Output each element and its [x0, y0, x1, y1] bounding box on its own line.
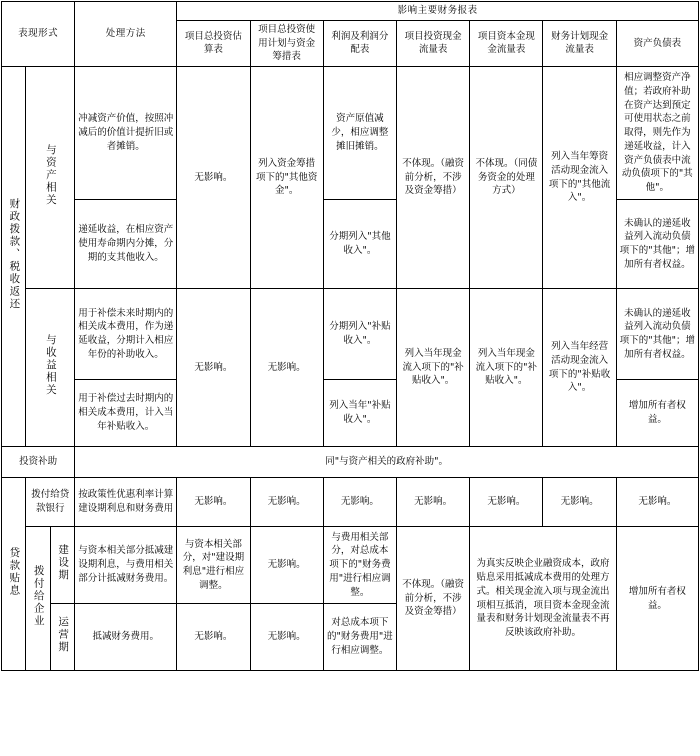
row-label-fiscal-grant: 财政拨款、税收返还 [2, 67, 26, 447]
table-row [2, 67, 699, 200]
cell-r4-c7: 无影响。 [616, 478, 698, 527]
cell-r2-c1: 无影响。 [177, 289, 250, 447]
cell-method-r5-1: 与资本相关部分抵减建设期利息，与费用相关部分计抵减财务费用。 [75, 527, 177, 604]
cell-method-r5-2: 抵减财务费用。 [75, 604, 177, 671]
row-label-construction-period: 建设期 [50, 527, 74, 604]
cell-r2-c4: 列入当年现金流入项下的"补贴收入"。 [397, 289, 470, 447]
cell-method-r1-1: 冲减资产价值，按照冲减后的价值计提折旧或者摊销。 [75, 67, 177, 200]
row-label-income-related: 与收益相关 [26, 289, 75, 447]
row-label-asset-related: 与资产相关 [26, 67, 75, 289]
cell-r2-c3b: 列入当年"补贴收入"。 [323, 380, 396, 447]
cell-method-r2-2: 用于补偿过去时期内的相关成本费用，计入当年补贴收入。 [75, 380, 177, 447]
row-label-loan-interest-subsidy: 贷款贴息 [2, 478, 26, 671]
cell-r1-c1: 无影响。 [177, 67, 250, 289]
cell-r4-c3: 无影响。 [323, 478, 396, 527]
cell-r5-c2b: 无影响。 [250, 604, 323, 671]
cell-r2-c5: 列入当年现金流入项下的"补贴收入"。 [470, 289, 543, 447]
cell-r1-c3b: 分期列入"其他收入"。 [323, 200, 396, 289]
row-label-investment-subsidy: 投资补助 [2, 447, 75, 478]
cell-r5-c1b: 无影响。 [177, 604, 250, 671]
cell-r1-c3a: 资产原值减少，相应调整摊旧摊销。 [323, 67, 396, 200]
row-label-operation-period: 运营期 [50, 604, 74, 671]
header-sub-5: 财务计划现金流量表 [543, 20, 616, 66]
cell-method-r2-1: 用于补偿未来时期内的相关成本费用，作为递延收益，分期计入相应年份的补助收入。 [75, 289, 177, 380]
header-form: 表现形式 [2, 2, 75, 67]
cell-r1-c6: 列入当年筹资活动现金流入项下的"其他流入"。 [543, 67, 616, 289]
cell-r5-c4: 不体现。（融资前分析，不涉及资金筹措） [397, 527, 470, 671]
cell-r2-c7b: 增加所有者权益。 [616, 380, 698, 447]
header-group-impact: 影响主要财务报表 [177, 2, 699, 21]
cell-r3-merged: 同"与资产相关的政府补助"。 [75, 447, 699, 478]
header-sub-4: 项目资本金现金流量表 [470, 20, 543, 66]
cell-r5-c7: 增加所有者权益。 [616, 527, 698, 671]
cell-r1-c7b: 未确认的递延收益列入流动负债项下的"其他"；增加所有者权益。 [616, 200, 698, 289]
cell-r5-c2a: 无影响。 [250, 527, 323, 604]
row-label-pay-to-bank: 拨付给贷款银行 [26, 478, 75, 527]
header-sub-1: 项目总投资使用计划与资金筹措表 [250, 20, 323, 66]
cell-r2-c2: 无影响。 [250, 289, 323, 447]
cell-r5-c5: 为真实反映企业融资成本，政府贴息采用抵减成本费用的处理方式。相关现金流入项与现金流出项相互抵消，项目资本金现金流量表和财务计划现金流量表不再反映该政府补助。 [470, 527, 616, 671]
cell-r2-c6: 列入当年经营活动现金流入项下的"补贴收入"。 [543, 289, 616, 447]
cell-r4-c2: 无影响。 [250, 478, 323, 527]
header-sub-2: 利润及利润分配表 [323, 20, 396, 66]
cell-r4-c4: 无影响。 [397, 478, 470, 527]
cell-r2-c3a: 分期列入"补贴收入"。 [323, 289, 396, 380]
cell-r5-c3b: 对总成本项下的"财务费用"进行相应调整。 [323, 604, 396, 671]
header-sub-6: 资产负债表 [616, 20, 698, 66]
header-sub-3: 项目投资现金流量表 [397, 20, 470, 66]
cell-r1-c5: 不体现。（同债务资金的处理方式） [470, 67, 543, 289]
cell-r1-c7a: 相应调整资产净值；若政府补助在资产达到预定可使用状态之前取得，则先作为递延收益，计入资产负债表中流动负债项下的"其他"。 [616, 67, 698, 200]
row-label-pay-to-enterprise: 拨付给企业 [26, 527, 50, 671]
cell-method-r4: 按政策性优惠利率计算建设期利息和财务费用 [75, 478, 177, 527]
table-header-row-1 [2, 2, 699, 21]
cell-r5-c1a: 与资本相关部分，对"建设期利息"进行相应调整。 [177, 527, 250, 604]
cell-r5-c3a: 与费用相关部分，对总成本项下的"财务费用"进行相应调整。 [323, 527, 396, 604]
cell-r2-c7a: 未确认的递延收益列入流动负债项下的"其他"；增加所有者权益。 [616, 289, 698, 380]
header-method: 处理方法 [75, 2, 177, 67]
government-subsidy-table [1, 1, 699, 671]
cell-r1-c2: 列入资金筹措项下的"其他资金"。 [250, 67, 323, 289]
cell-r1-c4: 不体现。（融资前分析，不涉及资金筹措） [397, 67, 470, 289]
cell-r4-c5: 无影响。 [470, 478, 543, 527]
table-row [2, 527, 699, 604]
cell-r4-c1: 无影响。 [177, 478, 250, 527]
table-row [2, 478, 699, 527]
header-sub-0: 项目总投资估算表 [177, 20, 250, 66]
table-row [2, 447, 699, 478]
cell-method-r1-2: 递延收益，在相应资产使用寿命期内分摊，分期的支其他收入。 [75, 200, 177, 289]
table-row [2, 289, 699, 380]
cell-r4-c6: 无影响。 [543, 478, 616, 527]
